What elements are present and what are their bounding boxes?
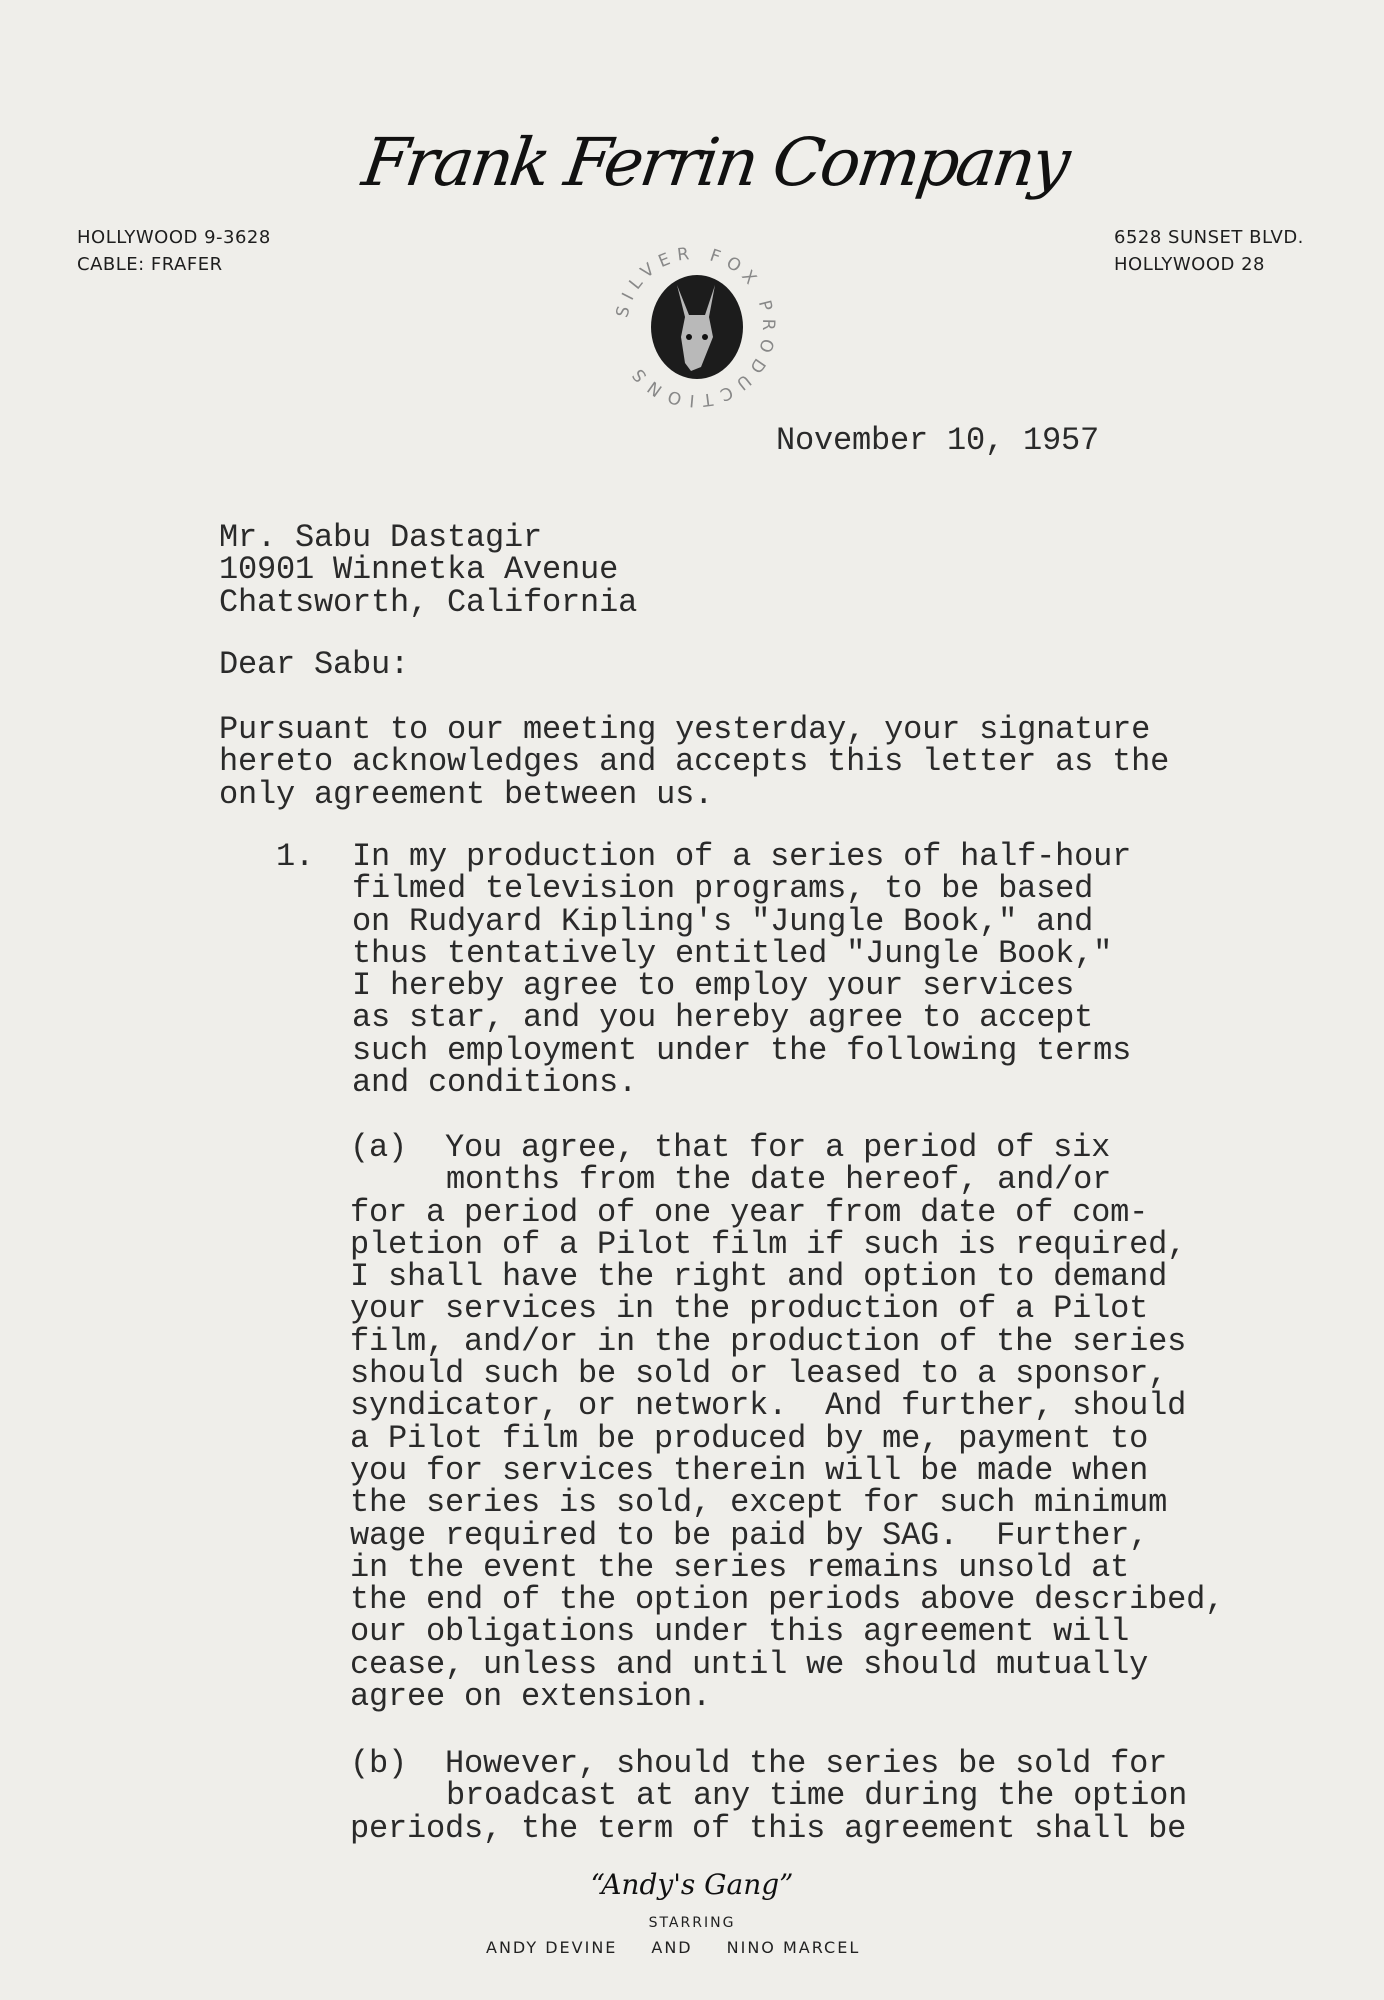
text-line: the series is sold, except for such minimum: [350, 1484, 1168, 1522]
company-logotype: Frank Ferrin Company: [357, 124, 1073, 201]
svg-text:SILVER FOX PRODUCTIONS: SILVER FOX PRODUCTIONS: [612, 243, 779, 411]
cable-address: CABLE: FRAFER: [77, 254, 223, 275]
clause-b: [350, 1745, 1188, 1847]
text-line: such employment under the following terms: [352, 1031, 1132, 1069]
text-line: wage required to be paid by SAG. Further,: [350, 1516, 1149, 1554]
clause-label: (a): [350, 1129, 408, 1166]
salutation: Dear Sabu:: [219, 646, 410, 683]
text-line: for a period of one year from date of com-: [350, 1193, 1149, 1231]
clause-b-first-line: [350, 1745, 1187, 1782]
recipient-street: 10901 Winnetka Avenue: [219, 551, 619, 589]
recipient-name: Mr. Sabu Dastagir: [219, 519, 543, 556]
text-line: on Rudyard Kipling's "Jungle Book," and: [352, 902, 1094, 940]
text-line: cease, unless and until we should mutually: [350, 1645, 1149, 1683]
fox-head-icon: [605, 237, 785, 417]
contact-left: [77, 224, 271, 278]
contact-right: [1114, 224, 1304, 278]
text-line: thus tentatively entitled "Jungle Book,": [352, 934, 1113, 972]
text-line: in the event the series remains unsold at: [350, 1548, 1130, 1586]
text-line: I shall have the right and option to demand: [350, 1258, 1168, 1296]
cast-line: [486, 1938, 860, 1958]
and-label: AND: [651, 1938, 693, 1957]
text-line: should such be sold or leased to a sponsor,: [350, 1355, 1168, 1393]
text-line: In my production of a series of half-hour: [352, 838, 1132, 875]
show-title: “Andy's Gang”: [590, 1868, 794, 1901]
text-line: film, and/or in the production of the series: [350, 1322, 1187, 1360]
starring-label: STARRING: [648, 1915, 736, 1931]
text-line: I hereby agree to employ your services: [352, 967, 1075, 1005]
text-line: only agreement between us.: [219, 775, 714, 813]
phone-number: HOLLYWOOD 9-3628: [77, 227, 271, 248]
text-line: However, should the series be sold for: [445, 1745, 1168, 1782]
text-line: our obligations under this agreement will: [350, 1613, 1130, 1651]
recipient-address: [219, 519, 638, 621]
letter-date: November 10, 1957: [776, 422, 1100, 459]
text-line: pletion of a Pilot film if such is required,: [350, 1225, 1187, 1263]
text-line: your services in the production of a Pilot: [350, 1290, 1149, 1328]
city-address: HOLLYWOOD 28: [1114, 254, 1265, 275]
text-line: agree on extension.: [350, 1678, 712, 1716]
text-line: broadcast at any time during the option: [446, 1777, 1188, 1815]
text-line: hereto acknowledges and accepts this letter as the: [219, 743, 1170, 781]
text-line: the end of the option periods above described,: [350, 1581, 1225, 1619]
recipient-city: Chatsworth, California: [219, 583, 638, 621]
silver-fox-logo: [605, 237, 785, 417]
text-line: and conditions.: [352, 1064, 638, 1102]
text-line: as star, and you hereby agree to accept: [352, 999, 1094, 1037]
text-line: a Pilot film be produced by me, payment to: [350, 1419, 1149, 1457]
street-address: 6528 SUNSET BLVD.: [1114, 227, 1304, 248]
text-line: months from the date hereof, and/or: [446, 1161, 1112, 1199]
text-line: Pursuant to our meeting yesterday, your signature: [219, 711, 1151, 748]
text-line: periods, the term of this agreement shall be: [350, 1809, 1187, 1847]
clause-a: [350, 1129, 1225, 1716]
text-line: You agree, that for a period of six: [445, 1129, 1111, 1166]
clause-a-first-line: [350, 1129, 1224, 1166]
clause-label: (b): [350, 1745, 408, 1782]
star-name: ANDY DEVINE: [486, 1938, 618, 1957]
text-line: syndicator, or network. And further, should: [350, 1387, 1187, 1425]
item-number: 1.: [276, 838, 315, 875]
item-1-paragraph: [352, 838, 1132, 1102]
star-name: NINO MARCEL: [726, 1938, 861, 1957]
text-line: you for services therein will be made when: [350, 1451, 1149, 1489]
text-line: filmed television programs, to be based: [352, 870, 1094, 908]
intro-paragraph: [219, 711, 1170, 813]
